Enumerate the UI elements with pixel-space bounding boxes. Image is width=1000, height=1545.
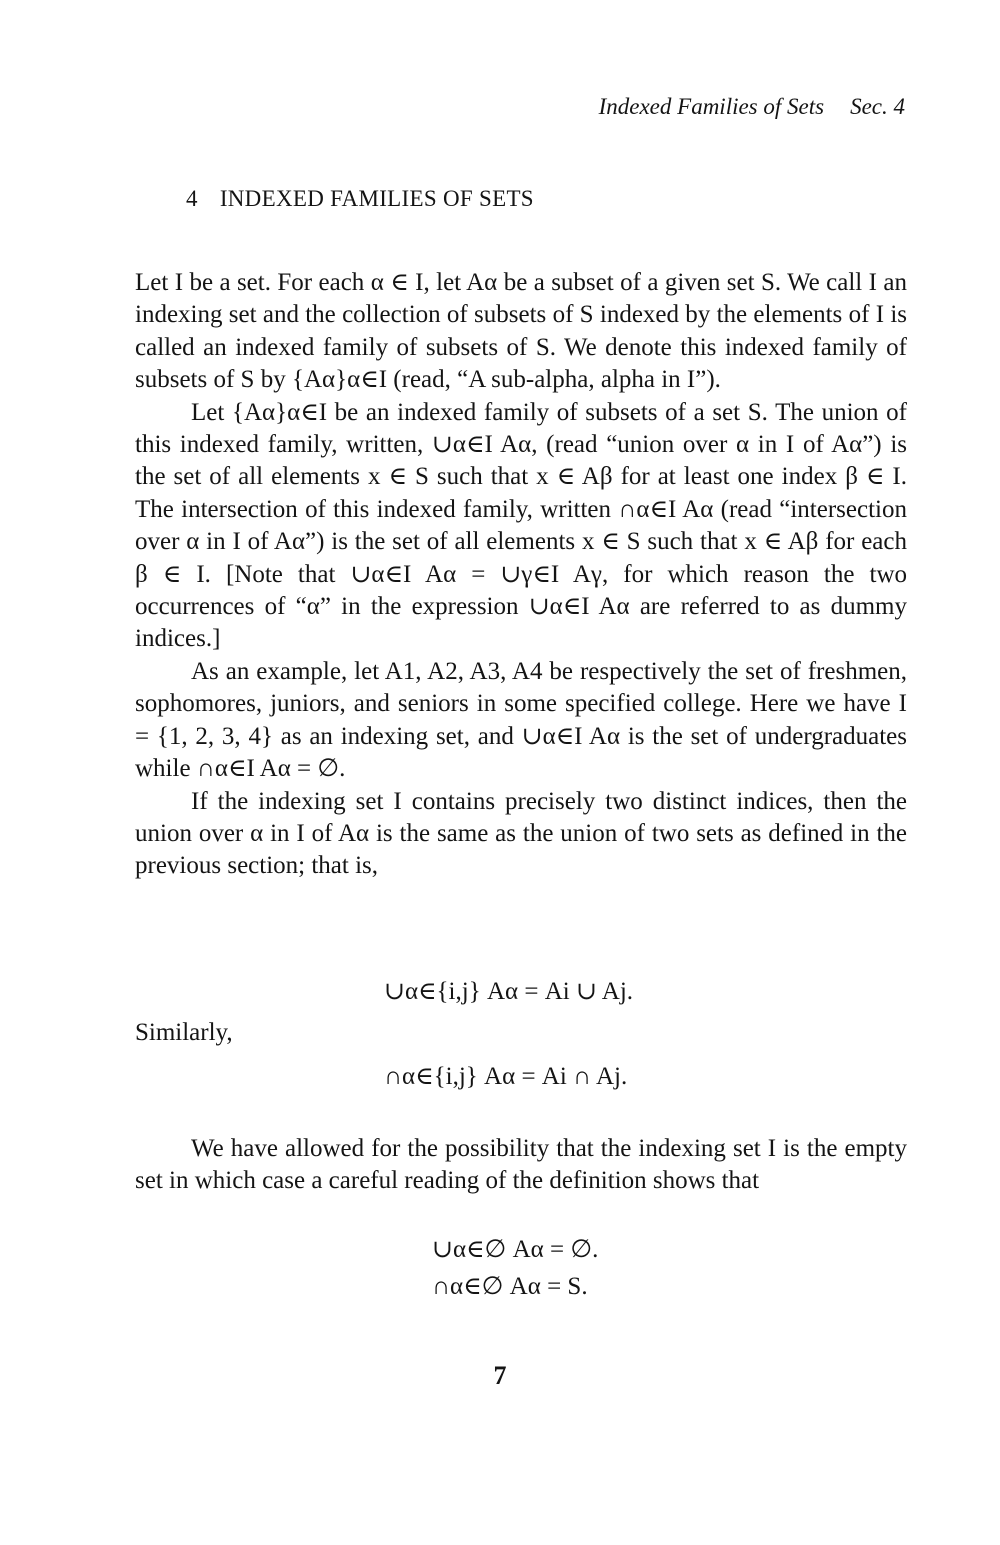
body-text-1 bbox=[135, 267, 907, 883]
similarly-label: Similarly, bbox=[135, 1019, 233, 1046]
page-number: 7 bbox=[493, 1361, 507, 1390]
running-head bbox=[500, 94, 905, 120]
body-text-2 bbox=[135, 1133, 907, 1198]
equation-intersection-empty: ∩α∈∅ Aα = S. bbox=[432, 1273, 588, 1300]
section-heading bbox=[186, 186, 534, 212]
section-title: INDEXED FAMILIES OF SETS bbox=[219, 186, 534, 211]
equation-union-empty: ∪α∈∅ Aα = ∅. bbox=[432, 1236, 599, 1263]
paragraph-union-intersection: Let {Aα}α∈I be an indexed family of subsets of a set S. The union of this indexed family, written, ∪α∈I Aα, (read “union over α in I of Aα”) is the set of all elements x ∈ S such that x ∈ Aβ for at least one index β ∈ I. The intersection of this indexed family, written ∩α∈I Aα (read “intersection over α in I of Aα”) is the set of all elements x ∈ S such that x ∈ Aβ for each β ∈ I. [Note that ∪α∈I Aα = ∪γ∈I Aγ, for which reason the two occurrences of “α” in the expression ∪α∈I Aα are referred to as dummy indices.] bbox=[135, 398, 907, 653]
running-head-title: Indexed Families of Sets bbox=[598, 94, 825, 119]
paragraph-example: As an example, let A1, A2, A3, A4 be respectively the set of freshmen, sophomores, juniors, and seniors in some specified college. Here we have I = {1, 2, 3, 4} as an indexing set, and ∪α∈I Aα is the set of undergraduates while ∩α∈I Aα = ∅. bbox=[135, 657, 907, 783]
paragraph-two-indices: If the indexing set I contains precisely two distinct indices, then the union over α in I of Aα is the same as the union of two sets as defined in the previous section; that is, bbox=[135, 787, 907, 880]
running-head-section: Sec. 4 bbox=[850, 94, 905, 119]
equation-union-two: ∪α∈{i,j} Aα = Ai ∪ Aj. bbox=[384, 978, 634, 1005]
section-number: 4 bbox=[186, 186, 198, 211]
paragraph-empty-index: We have allowed for the possibility that the indexing set I is the empty set in which case a careful reading of the definition shows that bbox=[135, 1135, 907, 1195]
paragraph-definition: Let I be a set. For each α ∈ I, let Aα be a subset of a given set S. We call I an indexing set and the collection of subsets of S indexed by the elements of I is called an indexed family of subsets of S. We denote this indexed family of subsets of S by {Aα}α∈I (read, “A sub-alpha, alpha in I”). bbox=[135, 269, 907, 394]
equation-intersection-two: ∩α∈{i,j} Aα = Ai ∩ Aj. bbox=[384, 1063, 628, 1090]
